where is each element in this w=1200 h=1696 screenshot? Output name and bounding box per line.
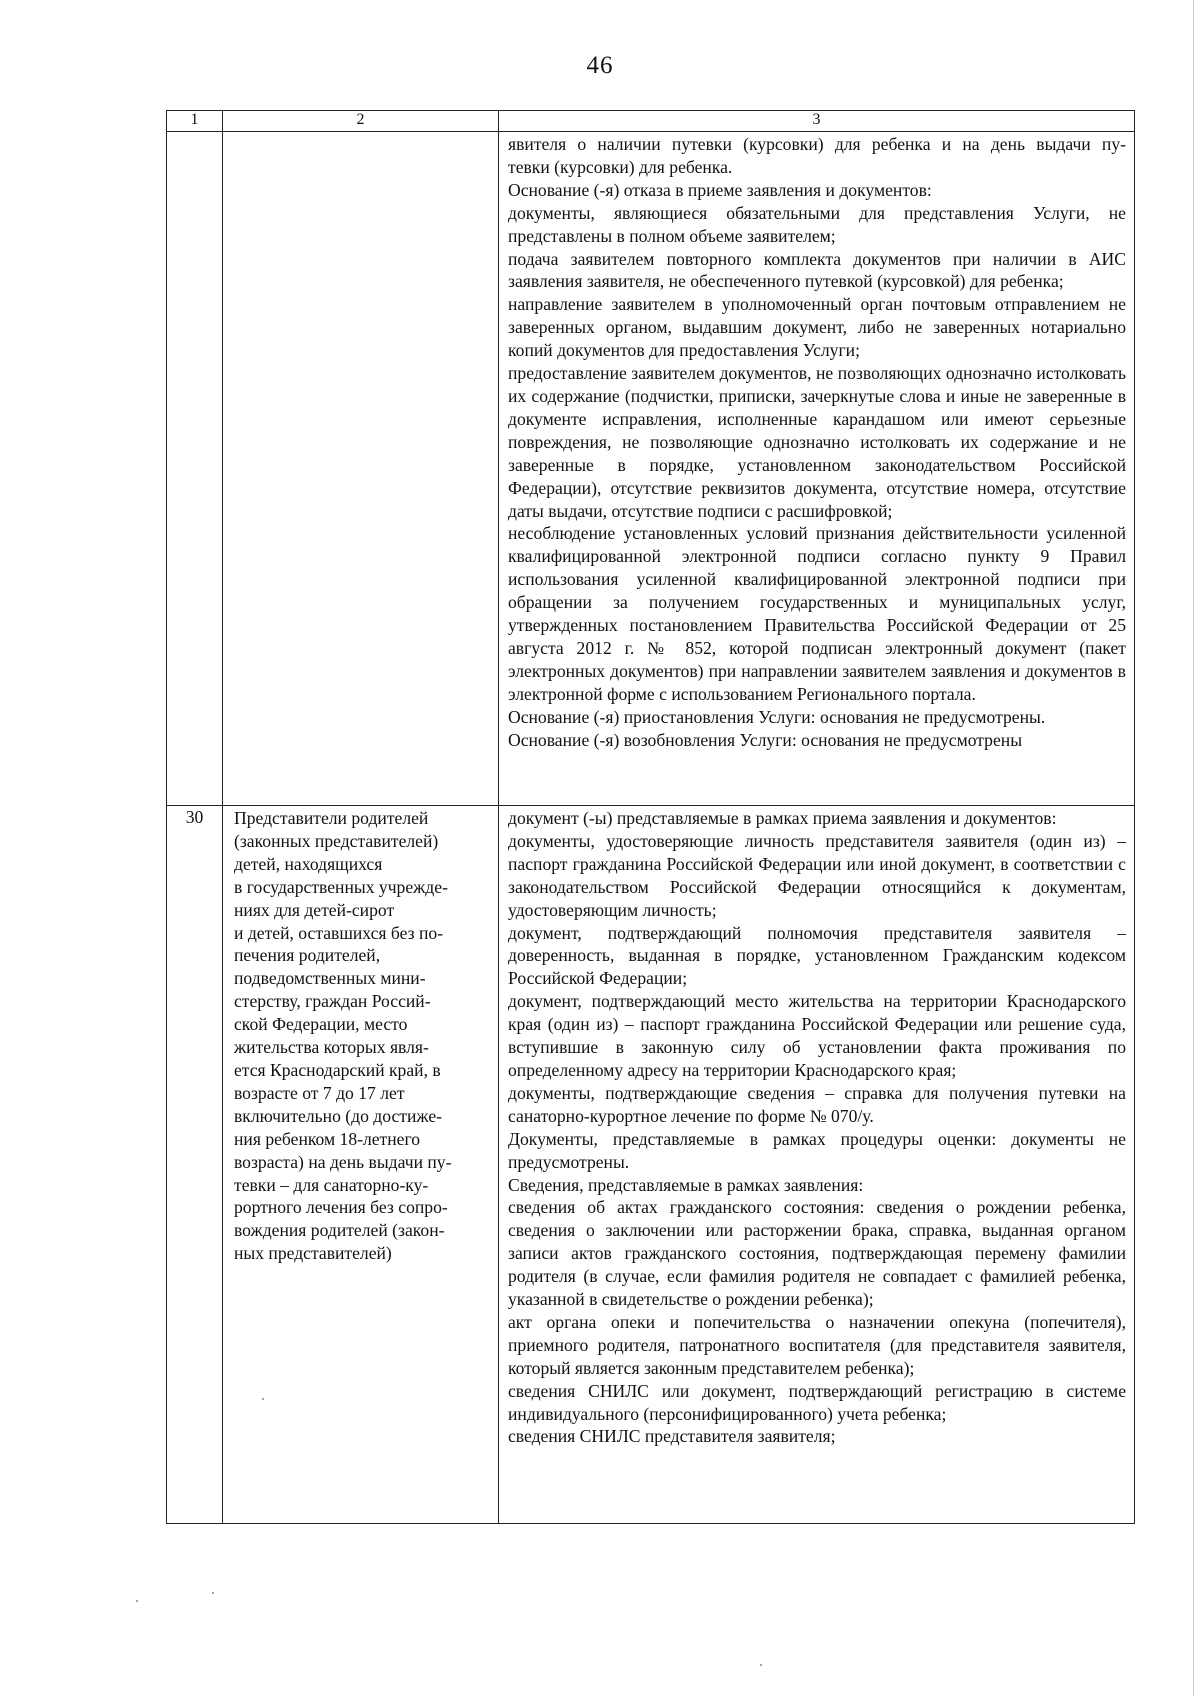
applicant-category-cell <box>223 806 499 1524</box>
requirements-paragraph: направление заявителем в уполномоченный орган почтовым отправлением не заверенных органом, выдавшим документ, либо не заверенных нотариально копий документов для предоставления Услуги; <box>508 294 1126 361</box>
applicant-line: вождения родителей (закон- <box>234 1220 445 1241</box>
requirements-paragraph: несоблюдение установленных условий признания действительности усиленной квалифицированной электронной подписи согласно пункту 9 Правил использования усиленной квалифицированной электронной подписи при обращении за получением государственных и муниципальных услуг, утвержденных постановлением Правительства Российской Федерации от 25 августа 2012 г. № 852, которой подписан электронный документ (пакет электронных документов) при направлении заявителем заявления и документов в электронной форме с использованием Регионального портала. <box>508 523 1126 704</box>
requirements-paragraph: подача заявителем повторного комплекта документов при наличии в АИС заявления заявителя, не обеспеченного путевкой (курсовкой) для ребенка; <box>508 248 1126 292</box>
applicant-line: ской Федерации, место <box>234 1014 408 1035</box>
applicant-line: ниях для детей-сирот <box>234 899 395 920</box>
applicant-line: тевки – для санаторно-ку- <box>234 1174 429 1195</box>
documents-cell <box>499 806 1135 1524</box>
applicant-line: Представители родителей <box>234 808 429 828</box>
scan-speck <box>212 1592 214 1594</box>
requirements-line: тевки (курсовки) для ребенка. <box>508 156 733 177</box>
applicant-line: печения родителей, <box>234 945 381 966</box>
applicant-line: и детей, оставшихся без по- <box>234 922 444 943</box>
applicant-line: стерству, граждан Россий- <box>234 991 431 1012</box>
document-table <box>166 110 1135 1524</box>
table-row-30 <box>167 806 1135 1524</box>
table-header-row <box>167 111 1135 132</box>
header-col-3: 3 <box>499 111 1135 132</box>
documents-paragraph: документы, подтверждающие сведения – справка для получения путевки на санаторно-курортное лечение по форме № 070/у. <box>508 1082 1126 1126</box>
scan-speck <box>262 1398 264 1400</box>
requirements-line: явителя о наличии путевки (курсовки) для ребенка и на день выдачи пу- <box>508 134 1126 154</box>
documents-paragraph: документ (-ы) представляемые в рамках приема заявления и документов: <box>508 808 1057 828</box>
applicant-line: ния ребенком 18-летнего <box>234 1128 421 1149</box>
continuation-applicant-cell <box>223 132 499 806</box>
continuation-requirements-cell <box>499 132 1135 806</box>
documents-paragraph: Документы, представляемые в рамках процедуры оценки: документы не предусмотрены. <box>508 1128 1126 1172</box>
header-col-1: 1 <box>167 111 223 132</box>
applicant-line: ется Краснодарский край, в <box>234 1059 441 1080</box>
requirements-paragraph: документы, являющиеся обязательными для представления Услуги, не представлены в полном объеме заявителем; <box>508 202 1126 246</box>
documents-paragraph: акт органа опеки и попечительства о назначении опекуна (попечителя), приемного родителя, патронатного воспитателя (для представителя заявителя, который является законным представителем ребенка); <box>508 1311 1126 1378</box>
applicant-line: подведомственных мини- <box>234 968 426 989</box>
documents-paragraph: сведения об актах гражданского состояния: сведения о рождении ребенка, сведения о заключении или расторжении брака, справка, выданная органом записи актов гражданского состояния, подтверждающая перемену фамилии родителя (в случае, если фамилия родителя не совпадает с фамилией ребенка, указанной в свидетельстве о рождении ребенка); <box>508 1197 1126 1310</box>
applicant-line: в государственных учрежде- <box>234 876 448 897</box>
documents-paragraph: документы, удостоверяющие личность представителя заявителя (один из) – паспорт гражданина Российской Федерации или иной документ, в соответствии с законодательством Российской Федерации относящийся к документам, удостоверяющим личность; <box>508 830 1126 920</box>
applicant-line: ных представителей) <box>234 1243 392 1264</box>
documents-paragraph: документ, подтверждающий место жительства на территории Краснодарского края (один из) – паспорт гражданина Российской Федерации или решение суда, вступившие в законную силу об установлении факта проживания по определенному адресу на территории Краснодарского края; <box>508 991 1126 1080</box>
applicant-line: детей, находящихся <box>234 853 383 874</box>
documents-paragraph: документ, подтверждающий полномочия представителя заявителя – доверенность, выданная в порядке, установленном Гражданским кодексом Российской Федерации; <box>508 922 1126 989</box>
applicant-line: рортного лечения без сопро- <box>234 1197 448 1218</box>
applicant-line: жительства которых явля- <box>234 1037 429 1058</box>
table-row-continuation <box>167 132 1135 806</box>
documents-paragraph: сведения СНИЛС представителя заявителя; <box>508 1426 836 1447</box>
requirements-paragraph: Основание (-я) отказа в приеме заявления и документов: <box>508 179 932 200</box>
applicant-line: возраста) на день выдачи пу- <box>234 1151 452 1172</box>
requirements-paragraph: Основание (-я) приостановления Услуги: основания не предусмотрены. <box>508 706 1046 727</box>
header-col-2: 2 <box>223 111 499 132</box>
row-number-cell: 30 <box>167 806 223 1524</box>
applicant-line: возрасте от 7 до 17 лет <box>234 1082 405 1103</box>
scan-speck <box>760 1664 762 1666</box>
scan-speck <box>136 1600 138 1602</box>
documents-paragraph: сведения СНИЛС или документ, подтверждающий регистрацию в системе индивидуального (персонифицированного) учета ребенка; <box>508 1380 1126 1424</box>
page-number: 46 <box>586 52 614 79</box>
documents-paragraph: Сведения, представляемые в рамках заявления: <box>508 1174 864 1195</box>
applicant-line: (законных представителей) <box>234 830 439 851</box>
requirements-paragraph: Основание (-я) возобновления Услуги: основания не предусмотрены <box>508 729 1023 750</box>
applicant-line: включительно (до достиже- <box>234 1105 442 1126</box>
continuation-number-cell <box>167 132 223 806</box>
scan-edge-line <box>1193 0 1194 1696</box>
requirements-paragraph: предоставление заявителем документов, не позволяющих однозначно истолковать их содержание (подчистки, приписки, зачеркнутые слова и иные не заверенные в документе исправления, исполненные карандашом или имеют серьезные повреждения, не позволяющие однозначно истолковать их содержание и не заверенные в порядке, установленном законодательством Российской Федерации), отсутствие реквизитов документа, отсутствие номера, отсутствие даты выдачи, отсутствие подписи с расшифровкой; <box>508 363 1126 521</box>
